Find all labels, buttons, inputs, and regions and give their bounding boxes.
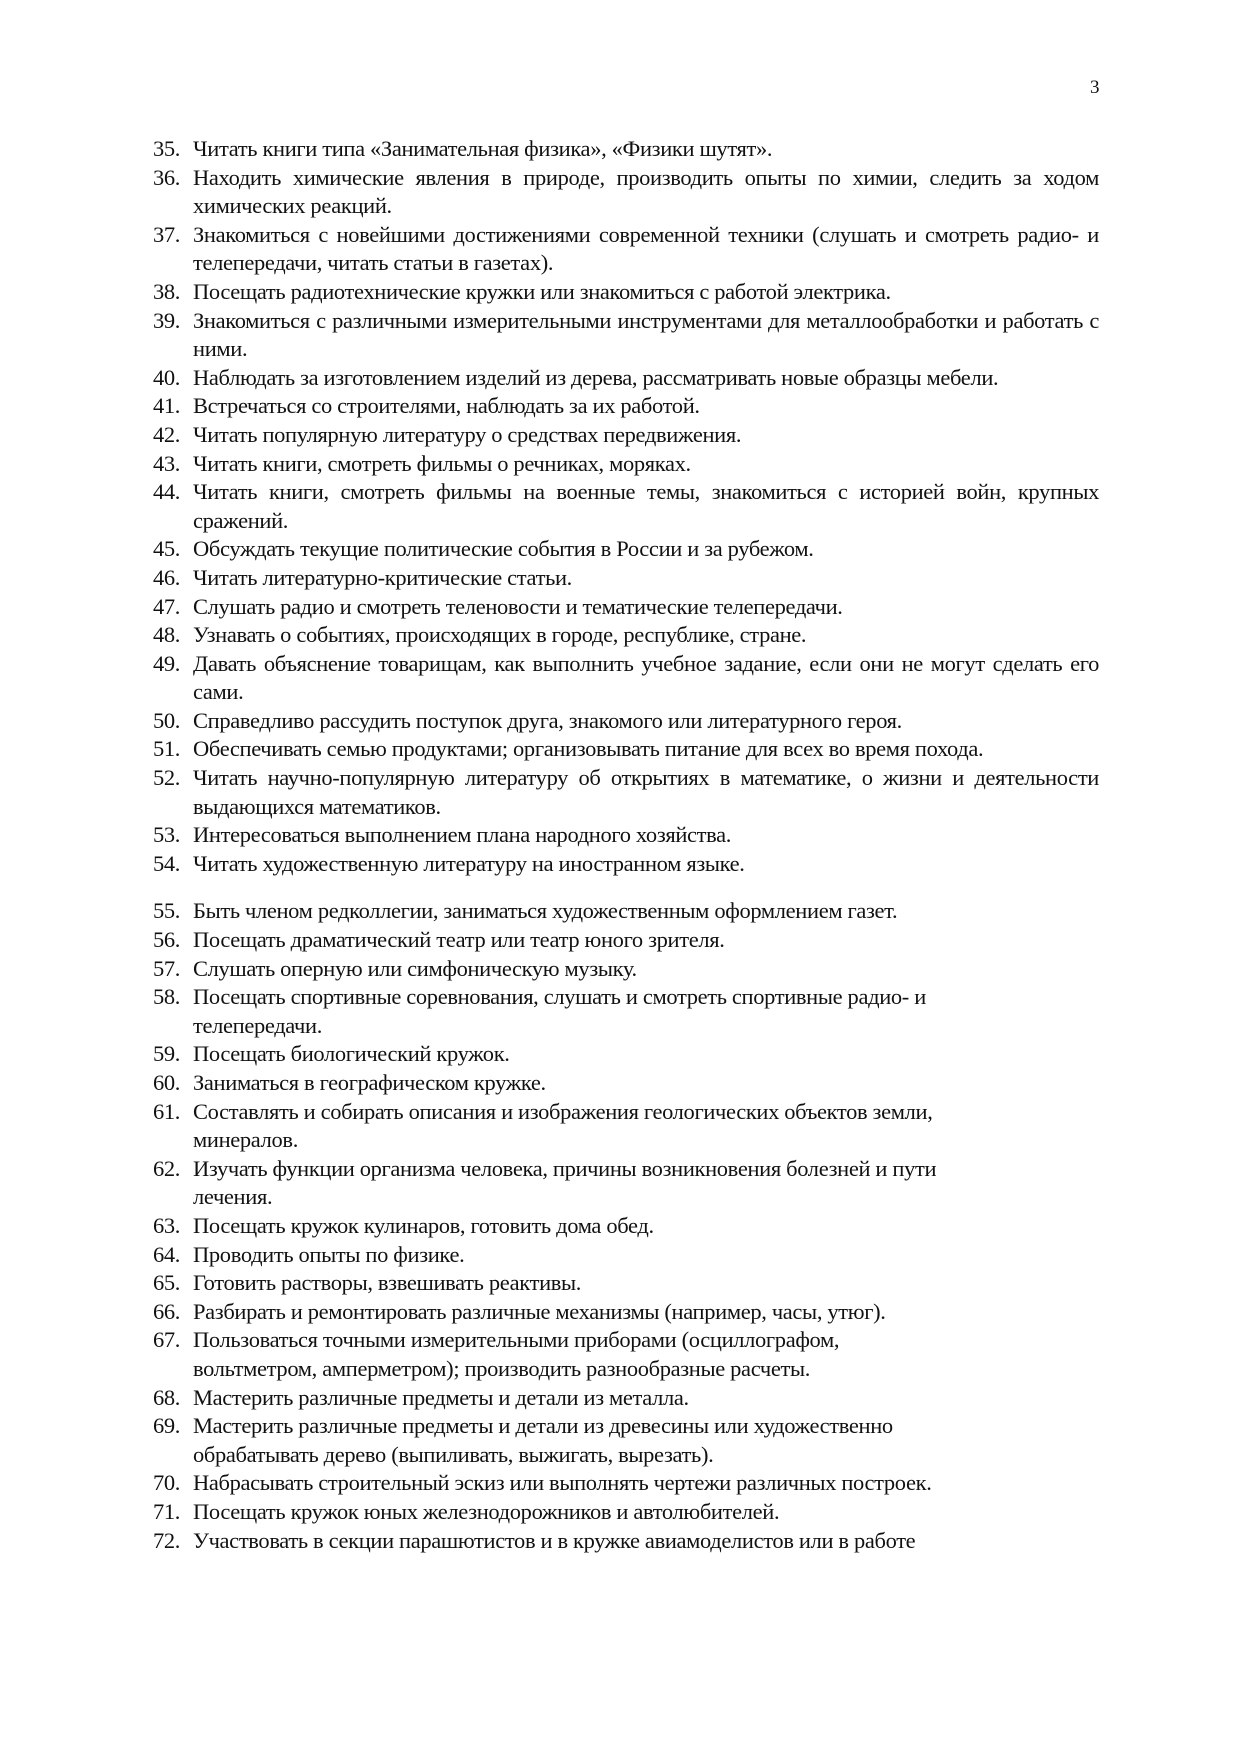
item-text: Набрасывать строительный эскиз или выполнять чертежи различных построек. <box>193 1470 932 1496</box>
item-number: 43. <box>153 450 181 476</box>
item-text: Заниматься в географическом кружке. <box>193 1070 546 1095</box>
item-number: 35. <box>153 136 181 161</box>
item-number: 72. <box>153 1527 181 1553</box>
list-item <box>153 983 1099 1040</box>
item-number: 52. <box>153 765 181 791</box>
item-number: 40. <box>153 364 181 390</box>
item-number: 64. <box>153 1241 181 1267</box>
list-item <box>153 135 1099 164</box>
item-text: Наблюдать за изготовлением изделий из дерева, рассматривать новые образцы мебели. <box>193 364 999 390</box>
item-text: Встречаться со строителями, наблюдать за их работой. <box>193 393 700 419</box>
item-number: 53. <box>153 822 181 848</box>
item-number: 41. <box>153 393 181 419</box>
item-number: 37. <box>153 221 181 247</box>
item-number: 44. <box>153 479 181 505</box>
list-item <box>153 650 1099 707</box>
item-number: 48. <box>153 622 181 648</box>
item-number: 61. <box>153 1098 181 1124</box>
item-number: 39. <box>153 307 181 333</box>
item-number: 68. <box>153 1384 181 1410</box>
list-item <box>153 1469 1099 1498</box>
item-text: Слушать радио и смотреть теленовости и тематические телепередачи. <box>193 593 843 619</box>
list-item <box>153 1384 1099 1413</box>
item-text: Знакомиться с различными измерительными инструментами для металлообработки и работать с ними. <box>193 307 1099 362</box>
list-item <box>153 764 1099 821</box>
item-number: 57. <box>153 955 181 981</box>
list-item <box>153 593 1099 622</box>
item-text: Давать объяснение товарищам, как выполнить учебное задание, если они не могут сделать его сами. <box>193 650 1099 705</box>
item-number: 36. <box>153 164 181 190</box>
item-text: Читать художественную литературу на иностранном языке. <box>193 850 745 876</box>
list-item <box>153 735 1099 764</box>
list-item <box>153 1498 1099 1527</box>
list-item <box>153 1040 1099 1069</box>
item-text: Читать книги типа «Занимательная физика», «Физики шутят». <box>193 136 773 161</box>
item-number: 59. <box>153 1041 181 1067</box>
item-text: Пользоваться точными измерительными приборами (осциллографом, вольтметром, амперметром); производить разнообразные расчеты. <box>193 1327 840 1381</box>
item-number: 56. <box>153 927 181 953</box>
interest-statement-list <box>153 135 1099 1555</box>
item-text: Посещать биологический кружок. <box>193 1041 510 1067</box>
item-text: Изучать функции организма человека, причины возникновения болезней и пути лечения. <box>193 1155 937 1210</box>
item-text: Посещать радиотехнические кружки или знакомиться с работой электрика. <box>193 278 891 304</box>
item-text: Обсуждать текущие политические события в России и за рубежом. <box>193 536 814 562</box>
list-item <box>153 1212 1099 1241</box>
item-text: Посещать кружок юных железнодорожников и автолюбителей. <box>193 1498 780 1524</box>
item-number: 70. <box>153 1470 181 1496</box>
list-item <box>153 450 1099 479</box>
list-item <box>153 564 1099 593</box>
list-item <box>153 955 1099 984</box>
list-item <box>153 1269 1099 1298</box>
item-number: 51. <box>153 736 181 762</box>
item-text: Справедливо рассудить поступок друга, знакомого или литературного героя. <box>193 707 902 733</box>
list-item <box>153 926 1099 955</box>
item-number: 60. <box>153 1070 181 1095</box>
list-item <box>153 364 1099 393</box>
item-number: 65. <box>153 1270 181 1296</box>
list-item <box>153 1326 1099 1383</box>
item-number: 50. <box>153 707 181 733</box>
list-item <box>153 278 1099 307</box>
list-item <box>153 1527 1099 1556</box>
list-item <box>153 1412 1099 1469</box>
item-number: 49. <box>153 650 181 676</box>
item-text: Читать литературно-критические статьи. <box>193 564 572 590</box>
item-text: Интересоваться выполнением плана народного хозяйства. <box>193 822 732 848</box>
list-item <box>153 164 1099 221</box>
page-number: 3 <box>1090 77 1100 98</box>
list-item <box>153 478 1099 535</box>
list-item <box>153 221 1099 278</box>
item-text: Посещать кружок кулинаров, готовить дома обед. <box>193 1212 654 1238</box>
item-text: Читать книги, смотреть фильмы на военные темы, знакомиться с историей войн, крупных сражений. <box>193 479 1099 533</box>
item-text: Узнавать о событиях, происходящих в городе, республике, стране. <box>193 622 807 648</box>
list-item <box>153 535 1099 564</box>
item-text: Читать популярную литературу о средствах передвижения. <box>193 421 742 447</box>
item-text: Мастерить различные предметы и детали из металла. <box>193 1384 689 1410</box>
list-item <box>153 421 1099 450</box>
item-number: 62. <box>153 1155 181 1181</box>
item-number: 55. <box>153 898 181 924</box>
item-number: 67. <box>153 1327 181 1353</box>
list-item <box>153 821 1099 850</box>
item-text: Слушать оперную или симфоническую музыку. <box>193 955 637 981</box>
item-number: 71. <box>153 1498 181 1524</box>
list-item <box>153 1155 1099 1212</box>
list-item <box>153 1298 1099 1327</box>
item-number: 58. <box>153 984 181 1010</box>
item-text: Готовить растворы, взвешивать реактивы. <box>193 1270 582 1296</box>
list-item <box>153 392 1099 421</box>
item-number: 66. <box>153 1298 181 1324</box>
list-item <box>153 897 1099 926</box>
item-number: 54. <box>153 850 181 876</box>
list-item <box>153 621 1099 650</box>
item-text: Участвовать в секции парашютистов и в кружке авиамоделистов или в работе <box>193 1527 916 1553</box>
item-text: Знакомиться с новейшими достижениями современной техники (слушать и смотреть радио- и телепередачи, читать статьи в газетах). <box>193 221 1099 276</box>
item-text: Проводить опыты по физике. <box>193 1241 465 1267</box>
item-text: Читать научно-популярную литературу об открытиях в математике, о жизни и деятельности выдающихся математиков. <box>193 765 1099 819</box>
item-text: Находить химические явления в природе, производить опыты по химии, следить за ходом химических реакций. <box>193 164 1099 219</box>
item-text: Составлять и собирать описания и изображения геологических объектов земли, минералов. <box>193 1098 933 1153</box>
item-text: Разбирать и ремонтировать различные механизмы (например, часы, утюг). <box>193 1298 886 1324</box>
item-number: 42. <box>153 421 181 447</box>
list-item <box>153 307 1099 364</box>
item-text: Посещать драматический театр или театр юного зрителя. <box>193 927 725 953</box>
list-item <box>153 1069 1099 1098</box>
list-item <box>153 1241 1099 1270</box>
item-text: Быть членом редколлегии, заниматься художественным оформлением газет. <box>193 898 898 924</box>
list-item <box>153 707 1099 736</box>
item-number: 69. <box>153 1413 181 1439</box>
list-item <box>153 1098 1099 1155</box>
item-number: 63. <box>153 1212 181 1238</box>
item-text: Обеспечивать семью продуктами; организовывать питание для всех во время похода. <box>193 736 984 762</box>
item-number: 47. <box>153 593 181 619</box>
item-text: Читать книги, смотреть фильмы о речниках, моряках. <box>193 450 691 476</box>
item-text: Мастерить различные предметы и детали из древесины или художественно обрабатывать дерево (выпиливать, выжигать, вырезать). <box>193 1413 893 1467</box>
item-number: 46. <box>153 564 181 590</box>
list-item <box>153 850 1099 879</box>
item-number: 45. <box>153 536 181 562</box>
item-text: Посещать спортивные соревнования, слушать и смотреть спортивные радио- и телепередачи. <box>193 984 926 1038</box>
item-number: 38. <box>153 278 181 304</box>
